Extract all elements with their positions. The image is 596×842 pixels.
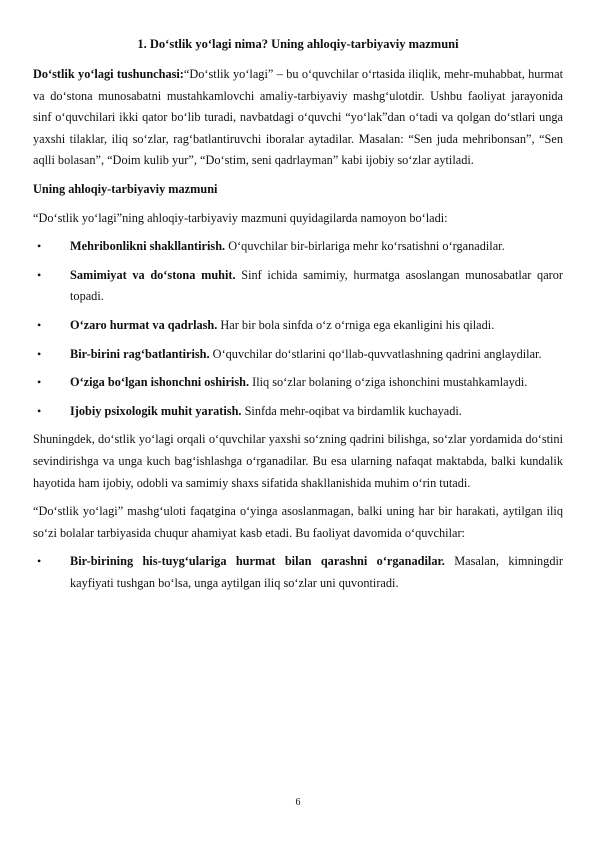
section-intro: “Do‘stlik yo‘lagi”ning ahloqiy-tarbiyaviy mazmuni quyidagilarda namoyon bo‘ladi: <box>33 210 448 225</box>
list-item <box>33 401 563 423</box>
bullet-icon: • <box>37 267 42 282</box>
paragraph-2: Shuningdek, do‘stlik yo‘lagi orqali o‘quvchilar yaxshi so‘zning qadrini bilishga, so‘zlar yordamida do‘stini sevindirishga va unga kuch bag‘ishlashga o‘rganadilar. Bu esa ularning nafaqat maktabda, balki kundalik hayotida ham ijobiy, odobli va samimiy shaxs sifatida shakllanishida muhim o‘rin tutadi. <box>33 432 563 490</box>
intro-text: “Do‘stlik yo‘lagi” – bu o‘quvchilar o‘rtasida iliqlik, mehr-muhabbat, hurmat va do‘stona munosabatni mustahkamlovchi amaliy-tarbiyaviy mashg‘ulotdir. Ushbu faoliyat jarayonida sinf o‘quvchilari ikki qator bo‘lib turadi, navbatdagi o‘quvchi “yo‘lak”dan o‘tadi va qolgan do‘stlari unga yaxshi tilaklar, iliq so‘zlar, rag‘batlantiruvchi iboralar aytadilar. Masalan: “Sen juda mehribonsan”, “Sen aqlli bolasan”, “Doim kulib yur”, “Do‘stim, seni qadrlayman” kabi ijobiy so‘zlar aytiladi. <box>33 67 563 168</box>
bullet-icon: • <box>37 317 42 332</box>
bullet-icon: • <box>37 554 42 569</box>
list-item-text: Masalan, kimningdir kayfiyati tushgan bo‘lsa, unga aytilgan iliq so‘zlar uni quvontiradi. <box>70 554 563 590</box>
list-item-text: Har bir bola sinfda o‘z o‘rniga ega ekanligini his qiladi. <box>217 317 495 332</box>
list-item-text: Sinfda mehr-oqibat va birdamlik kuchayadi. <box>241 403 462 418</box>
list-item-term: Bir-birini rag‘batlantirish. <box>70 346 210 361</box>
list-item-text: Iliq so‘zlar bolaning o‘ziga ishonchini mustahkamlaydi. <box>249 375 528 390</box>
intro-term: Do‘stlik yo‘lagi tushunchasi: <box>33 67 184 81</box>
document-page <box>33 36 563 601</box>
list-item <box>33 236 563 258</box>
list-item <box>33 344 563 366</box>
section-heading: Uning ahloqiy-tarbiyaviy mazmuni <box>33 181 218 196</box>
list-item-term: O‘zaro hurmat va qadrlash. <box>70 317 218 332</box>
list-item-term: O‘ziga bo‘lgan ishonchni oshirish. <box>70 375 250 390</box>
list-item-text: Sinf ichida samimiy, hurmatga asoslangan munosabatlar qaror topadi. <box>70 267 563 304</box>
list-item-text: O‘quvchilar bir-birlariga mehr ko‘rsatishni o‘rganadilar. <box>225 239 505 254</box>
bullet-icon: • <box>37 239 42 254</box>
list-item <box>33 551 563 594</box>
intro-paragraph <box>33 64 563 172</box>
list-item-term: Mehribonlikni shakllantirish. <box>70 239 226 254</box>
list-item <box>33 315 563 337</box>
page-number: 6 <box>295 797 301 808</box>
list-item <box>33 372 563 394</box>
list-item <box>33 265 563 308</box>
page-title: 1. Do‘stlik yo‘lagi nima? Uning ahloqiy-tarbiyaviy mazmuni <box>137 37 459 51</box>
list-item-term: Ijobiy psixologik muhit yaratish. <box>70 403 242 418</box>
list-item-text: O‘quvchilar do‘stlarini qo‘llab-quvvatlashning qadrini anglaydilar. <box>209 346 542 361</box>
bullet-list <box>33 236 563 422</box>
bullet-icon: • <box>37 346 42 361</box>
list-item-term: Bir-birining his-tuyg‘ulariga hurmat bilan qarashni o‘rganadilar. <box>70 554 445 569</box>
bullet-icon: • <box>37 375 42 390</box>
bullet-list-2 <box>33 551 563 594</box>
bullet-icon: • <box>37 403 42 418</box>
paragraph-3: “Do‘stlik yo‘lagi” mashg‘uloti faqatgina o‘yinga asoslanmagan, balki uning har bir harakati, aytilgan iliq so‘zi bolalar tarbiyasida chuqur ahamiyat kasb etadi. Bu faoliyat davomida o‘quvchilar: <box>33 504 563 540</box>
list-item-term: Samimiyat va do‘stona muhit. <box>70 267 236 282</box>
